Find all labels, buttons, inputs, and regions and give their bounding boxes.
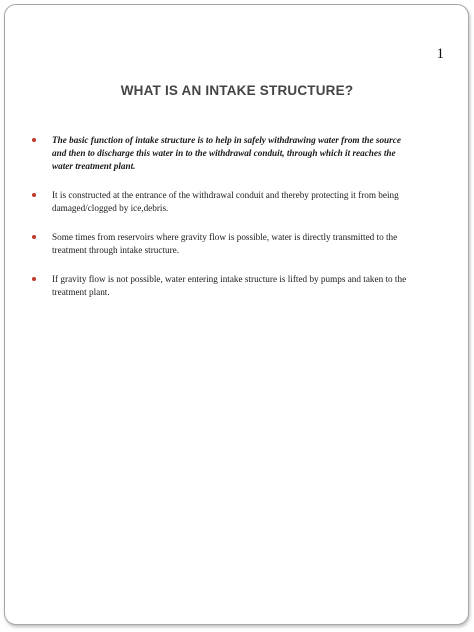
bullet-dot-icon: [32, 235, 36, 239]
bullet-item-1: [30, 134, 415, 173]
bullet-text-2: It is constructed at the entrance of the withdrawal conduit and thereby protecting it from being damaged/clogged by ice,debris.: [52, 190, 399, 213]
bullet-list: [30, 134, 415, 315]
page-number: 1: [436, 46, 444, 62]
bullet-item-4: [30, 273, 415, 299]
bullet-dot-icon: [32, 277, 36, 281]
bullet-text-4: If gravity flow is not possible, water entering intake structure is lifted by pumps and taken to the treatment plant.: [52, 274, 407, 297]
bullet-text-1: The basic function of intake structure is to help in safely withdrawing water from the source and then to discharge this water in to the withdrawal conduit, through which it reaches the water treatment plant.: [52, 135, 401, 171]
bullet-dot-icon: [32, 193, 36, 197]
bullet-item-2: [30, 189, 415, 215]
slide-title: WHAT IS AN INTAKE STRUCTURE?: [120, 83, 354, 98]
bullet-text-3: Some times from reservoirs where gravity flow is possible, water is directly transmitted to the treatment through intake structure.: [52, 232, 398, 255]
bullet-dot-icon: [32, 138, 36, 142]
bullet-item-3: [30, 231, 415, 257]
